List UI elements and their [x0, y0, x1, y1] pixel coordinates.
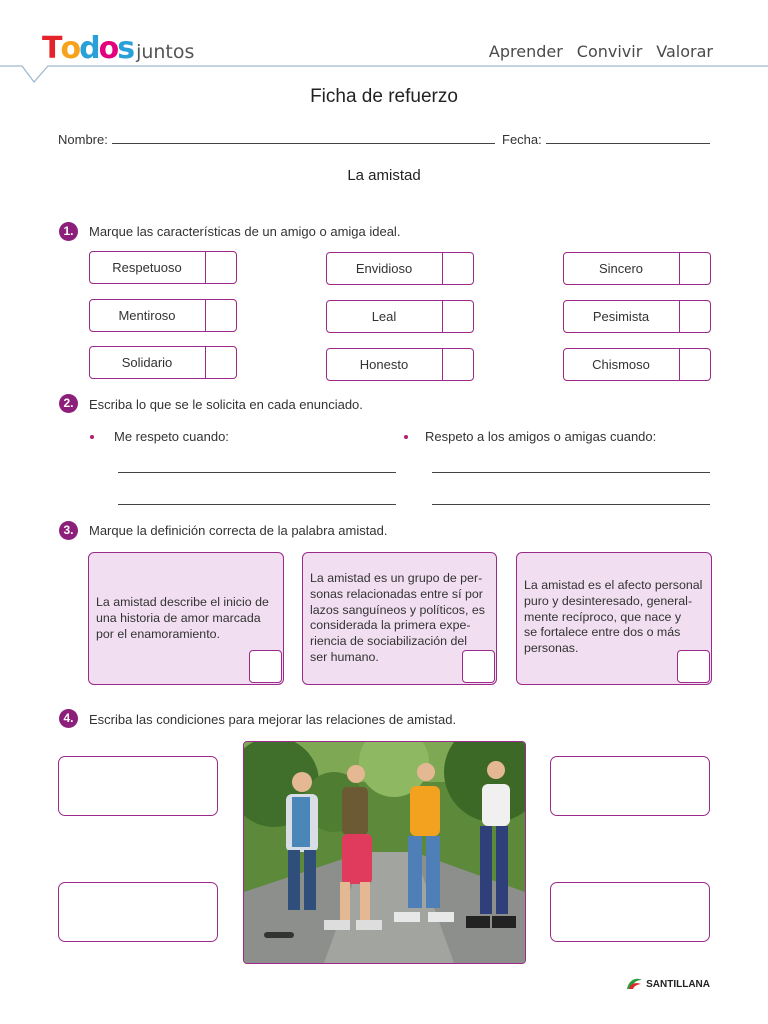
- definition-checkbox[interactable]: [462, 650, 495, 683]
- option-checkbox[interactable]: [679, 253, 710, 284]
- option-checkbox[interactable]: [442, 253, 473, 284]
- question-number-3: 3.: [59, 521, 78, 540]
- option-checkbox[interactable]: [442, 301, 473, 332]
- bullet-dot: [404, 435, 408, 439]
- definition-line: riencia de sociabilización del: [310, 634, 468, 649]
- option-mentiroso: [89, 299, 237, 332]
- logo-letter: s: [117, 31, 134, 66]
- definition-card-3: [516, 552, 712, 685]
- prompt-respect-friends: Respeto a los amigos o amigas cuando:: [425, 429, 657, 444]
- page-title: Ficha de refuerzo: [310, 86, 458, 107]
- question-4-text: Escriba las condiciones para mejorar las relaciones de amistad.: [89, 712, 457, 727]
- option-sincero: [563, 252, 711, 285]
- question-number-2: 2.: [59, 394, 78, 413]
- answer-box-bottom-right[interactable]: [550, 882, 710, 942]
- answer-line[interactable]: [118, 472, 396, 473]
- option-label: Pesimista: [592, 309, 650, 324]
- option-solidario: [89, 346, 237, 379]
- definition-checkbox[interactable]: [249, 650, 282, 683]
- definition-line: lazos sanguíneos y políticos, es: [310, 602, 485, 617]
- definition-line: puro y desinteresado, general-: [524, 593, 693, 608]
- todos-juntos-logo: [42, 30, 194, 64]
- definition-checkbox[interactable]: [677, 650, 710, 683]
- logo-letter: o: [60, 31, 80, 66]
- definition-line: La amistad es un grupo de per-: [310, 571, 483, 585]
- definition-card-2: [302, 552, 497, 685]
- top-nav: [489, 42, 713, 61]
- date-label: Fecha:: [502, 132, 542, 147]
- definition-line: personas.: [524, 641, 579, 656]
- question-2-text: Escriba lo que se le solicita en cada enunciado.: [89, 397, 363, 412]
- option-envidioso: [326, 252, 474, 285]
- definition-text: [524, 578, 702, 657]
- definition-line: mente recíproco, que nace y: [524, 609, 682, 624]
- answer-line[interactable]: [118, 504, 396, 505]
- bullet-dot: [90, 435, 94, 439]
- option-checkbox[interactable]: [205, 347, 236, 378]
- definition-line: se fortalece entre dos o más: [524, 625, 681, 640]
- definition-line: una historia de amor marcada: [96, 610, 261, 625]
- answer-line[interactable]: [432, 504, 710, 505]
- option-checkbox[interactable]: [205, 252, 236, 283]
- name-field[interactable]: [112, 143, 495, 144]
- option-checkbox[interactable]: [442, 349, 473, 380]
- answer-box-top-right[interactable]: [550, 756, 710, 816]
- definition-line: por el enamoramiento.: [96, 626, 220, 641]
- option-label: Honesto: [359, 357, 409, 372]
- nav-convivir[interactable]: Convivir: [576, 42, 643, 61]
- answer-box-top-left[interactable]: [58, 756, 218, 816]
- date-field[interactable]: [546, 143, 710, 144]
- definition-line: sonas relacionadas entre sí por: [310, 586, 483, 601]
- logo-letter: d: [79, 31, 99, 66]
- question-1-text: Marque las características de un amigo o amiga ideal.: [89, 224, 401, 239]
- definition-line: ser humano.: [310, 649, 379, 664]
- option-chismoso: [563, 348, 711, 381]
- logo-subtitle: juntos: [136, 41, 195, 63]
- option-label: Mentiroso: [118, 308, 176, 323]
- friends-skating-illustration: [244, 742, 525, 963]
- option-checkbox[interactable]: [679, 349, 710, 380]
- question-3-text: Marque la definición correcta de la palabra amistad.: [89, 523, 388, 538]
- option-label: Envidioso: [355, 261, 413, 276]
- definition-line: considerada la primera expe-: [310, 618, 471, 633]
- santillana-mark-icon: [625, 977, 643, 991]
- definition-line: La amistad es el afecto personal: [524, 578, 703, 592]
- answer-box-bottom-left[interactable]: [58, 882, 218, 942]
- definition-line: La amistad describe el inicio de: [96, 595, 269, 609]
- option-honesto: [326, 348, 474, 381]
- option-label: Leal: [371, 309, 397, 324]
- option-respetuoso: [89, 251, 237, 284]
- option-checkbox[interactable]: [679, 301, 710, 332]
- santillana-logo: [625, 977, 710, 991]
- option-leal: [326, 300, 474, 333]
- answer-line[interactable]: [432, 472, 710, 473]
- friends-skating-photo: [243, 741, 526, 964]
- prompt-self-respect: Me respeto cuando:: [114, 429, 229, 444]
- option-pesimista: [563, 300, 711, 333]
- definition-text: [96, 595, 269, 642]
- nav-valorar[interactable]: Valorar: [656, 42, 713, 61]
- definition-card-1: [88, 552, 284, 685]
- option-checkbox[interactable]: [205, 300, 236, 331]
- logo-letter: o: [98, 31, 118, 66]
- definition-text: [310, 571, 485, 666]
- question-number-1: 1.: [59, 222, 78, 241]
- question-number-4: 4.: [59, 709, 78, 728]
- nav-aprender[interactable]: Aprender: [488, 42, 563, 61]
- option-label: Sincero: [598, 261, 644, 276]
- option-label: Chismoso: [592, 357, 650, 372]
- name-label: Nombre:: [58, 132, 108, 147]
- santillana-brand-text: SANTILLANA: [646, 978, 710, 990]
- logo-letter: T: [42, 31, 61, 66]
- worksheet-subtitle: La amistad: [347, 167, 421, 184]
- option-label: Solidario: [121, 355, 173, 370]
- option-label: Respetuoso: [112, 260, 182, 275]
